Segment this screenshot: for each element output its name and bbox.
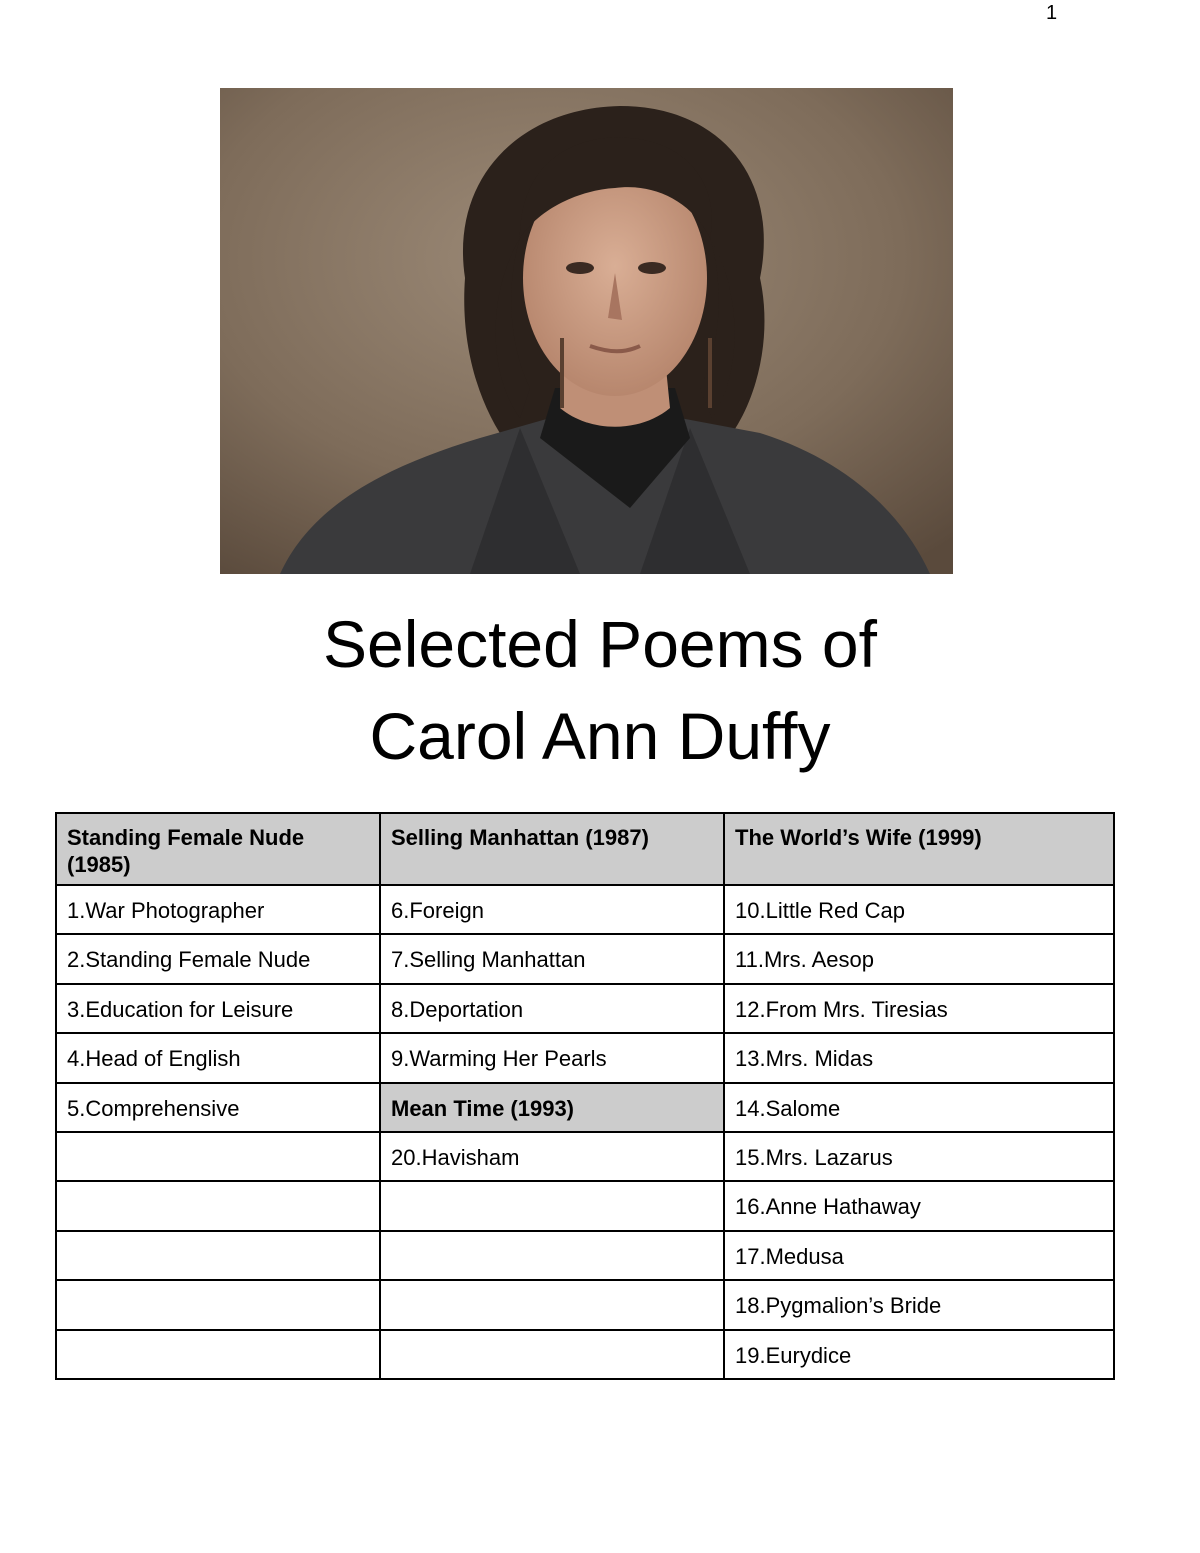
table-row <box>56 984 1114 1033</box>
table-cell: 12.From Mrs. Tiresias <box>724 984 1114 1033</box>
table-row <box>56 1231 1114 1280</box>
table-header-row <box>56 813 1114 885</box>
table-cell: 6.Foreign <box>380 885 724 934</box>
table-row <box>56 934 1114 983</box>
table-row <box>56 1330 1114 1379</box>
table-cell: 16.Anne Hathaway <box>724 1181 1114 1230</box>
table-cell: 8.Deportation <box>380 984 724 1033</box>
table-cell: 9.Warming Her Pearls <box>380 1033 724 1082</box>
table-cell: 18.Pygmalion’s Bride <box>724 1280 1114 1329</box>
portrait-illustration <box>220 88 953 574</box>
table-cell: 5.Comprehensive <box>56 1083 380 1132</box>
author-portrait-image <box>220 88 953 574</box>
header-worlds-wife: The World’s Wife (1999) <box>724 813 1114 885</box>
table-cell <box>56 1330 380 1379</box>
table-row <box>56 885 1114 934</box>
table-cell: 14.Salome <box>724 1083 1114 1132</box>
table-cell <box>56 1132 380 1181</box>
title-line-1: Selected Poems of <box>323 607 877 681</box>
table-cell <box>380 1330 724 1379</box>
table-cell <box>380 1280 724 1329</box>
table-cell <box>56 1181 380 1230</box>
poems-table <box>55 812 1115 1380</box>
table-cell: 7.Selling Manhattan <box>380 934 724 983</box>
table-cell <box>56 1280 380 1329</box>
table-cell: 11.Mrs. Aesop <box>724 934 1114 983</box>
table-cell: 2.Standing Female Nude <box>56 934 380 983</box>
table-cell: 3.Education for Leisure <box>56 984 380 1033</box>
table-cell <box>56 1231 380 1280</box>
table-cell: 15.Mrs. Lazarus <box>724 1132 1114 1181</box>
table-row <box>56 1033 1114 1082</box>
table-cell: 19.Eurydice <box>724 1330 1114 1379</box>
table-row <box>56 1181 1114 1230</box>
document-title <box>0 598 1200 782</box>
title-line-2: Carol Ann Duffy <box>369 699 831 773</box>
table-cell: 4.Head of English <box>56 1033 380 1082</box>
page-number: 1 <box>1046 2 1058 24</box>
table-cell: 1.War Photographer <box>56 885 380 934</box>
subheading-mean-time: Mean Time (1993) <box>380 1083 724 1132</box>
table-cell: 20.Havisham <box>380 1132 724 1181</box>
header-selling-manhattan: Selling Manhattan (1987) <box>380 813 724 885</box>
table-row <box>56 1083 1114 1132</box>
table-cell: 13.Mrs. Midas <box>724 1033 1114 1082</box>
table-cell <box>380 1181 724 1230</box>
table-cell: 10.Little Red Cap <box>724 885 1114 934</box>
table-row <box>56 1280 1114 1329</box>
table-row <box>56 1132 1114 1181</box>
table-cell <box>380 1231 724 1280</box>
table-cell: 17.Medusa <box>724 1231 1114 1280</box>
header-standing-female-nude: Standing Female Nude (1985) <box>56 813 380 885</box>
